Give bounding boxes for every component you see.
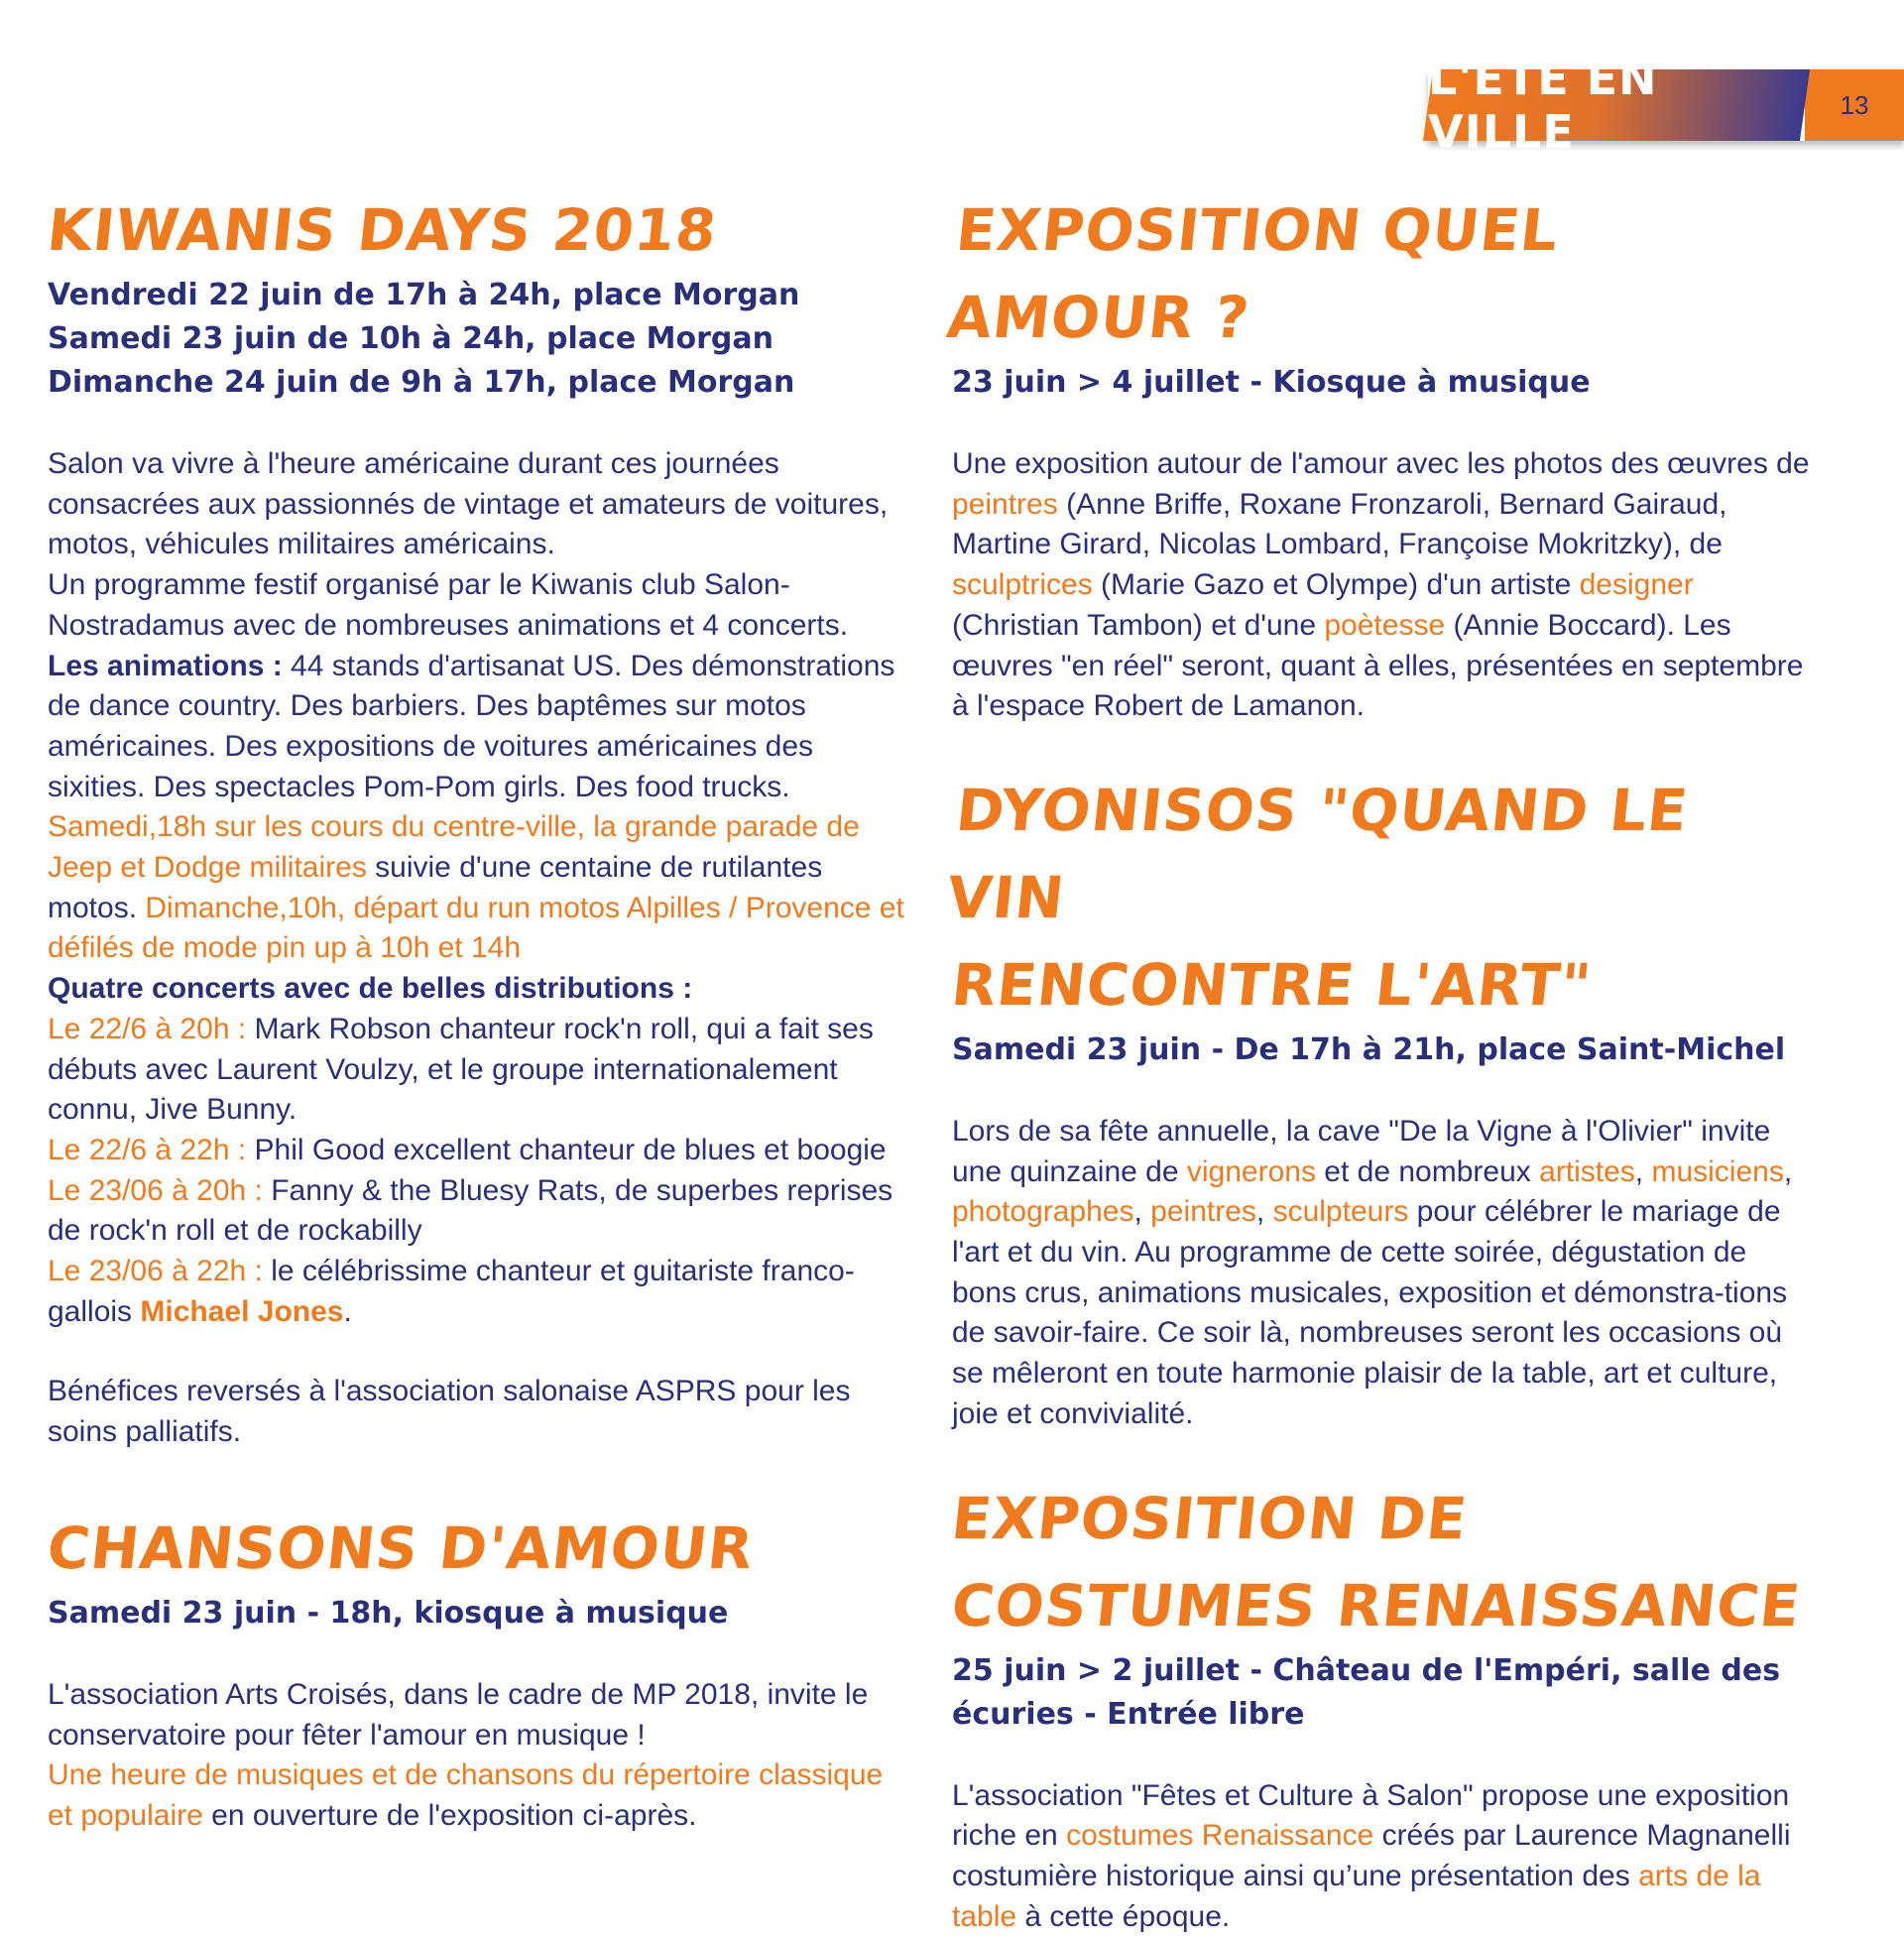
expo-amour-text: Une exposition autour de l'amour avec les photos des œuvres de peintres (Anne Briffe, Roxane Fronzaroli, Bernard Gairaud, Martine Girard, Nicolas Lombard, Françoise Mokritzky), de sculptrices (Marie Gazo et Olympe) d'un artiste designer (Christian Tambon) et d'une poètesse (Annie Boccard). Les œuvres "en réel" seront, quant à elles, présentées en septembre à l'espace Robert de Lamanon. <box>952 447 1810 723</box>
kiwanis-animations: Les animations : 44 stands d'artisanat US. Des démonstrations de dance country. Des barbiers. Des baptêmes sur motos américaines. Des expositions de voitures américaines des sixities. Des spectacles Pom-Pom girls. Des food trucks. <box>48 649 895 803</box>
chansons-text: L'association Arts Croisés, dans le cadre de MP 2018, invite le conservatoire pour fêter l'amour en musique ! <box>48 1677 869 1752</box>
kiwanis-concerts-label: Quatre concerts avec de belles distributions : <box>48 972 693 1006</box>
concert-item: Le 23/06 à 20h : Fanny & the Bluesy Rats, de superbes reprises de rock'n roll et de rockabilly <box>48 1173 893 1248</box>
kiwanis-date-1: Vendredi 22 juin de 17h à 24h, place Morgan <box>48 278 800 312</box>
costumes-date: 25 juin > 2 juillet - Château de l'Empéri, salle des écuries - Entrée libre <box>952 1652 1781 1732</box>
concert-item: Le 23/06 à 22h : le célébrissime chanteur et guitariste franco-gallois Michael Jones. <box>48 1255 855 1328</box>
dyonisos-title-1: DYONISOS "QUAND LE VIN <box>943 776 1692 931</box>
right-column <box>943 186 1815 1937</box>
chansons-title: CHANSONS D'AMOUR <box>44 1513 758 1582</box>
expo-amour-title: EXPOSITION QUEL AMOUR ? <box>943 196 1562 351</box>
left-column <box>44 186 910 1837</box>
page-number: 13 <box>1805 69 1904 141</box>
costumes-text: L'association "Fêtes et Culture à Salon" propose une exposition riche en costumes Renaissance créés par Laurence Magnanelli costumière historique ainsi qu’une présentation des arts de la table à cette époque. <box>952 1778 1791 1933</box>
kiwanis-parade: Samedi,18h sur les cours du centre-ville, la grande parade de Jeep et Dodge militaires suivie d'une centaine de rutilantes motos. Dimanche,10h, départ du run motos Alpilles / Provence et défilés de mode pin up à 10h et 14h <box>48 810 904 965</box>
kiwanis-date-2: Samedi 23 juin de 10h à 24h, place Morgan <box>48 321 774 356</box>
dyonisos-text: Lors de sa fête annuelle, la cave "De la Vigne à l'Olivier" invite une quinzaine de vignerons et de nombreux artistes, musiciens, photographes, peintres, sculpteurs pour célébrer le mariage de l'art et du vin. Au programme de cette soirée, dégustation de bons crus, animations musicales, exposition et démonstra-tions de savoir-faire. Ce soir là, nombreuses seront les occasions où se mêleront en toute harmonie plaisir de la table, art et culture, joie et convivialité. <box>952 1114 1793 1430</box>
costumes-title-2: COSTUMES RENAISSANCE <box>948 1571 1805 1639</box>
concert-item: Le 22/6 à 20h : Mark Robson chanteur rock'n roll, qui a fait ses débuts avec Laurent Voulzy, et le groupe internationalement connu, Jive Bunny. <box>48 1012 874 1127</box>
concert-item: Le 22/6 à 22h : Phil Good excellent chanteur de blues et boogie <box>48 1133 887 1166</box>
dyonisos-date: Samedi 23 juin - De 17h à 21h, place Saint-Michel <box>952 1031 1786 1067</box>
section-header-band <box>1428 52 1904 159</box>
costumes-title-1: EXPOSITION DE <box>948 1484 1472 1552</box>
expo-amour-date: 23 juin > 4 juillet - Kiosque à musique <box>952 365 1591 400</box>
kiwanis-date-3: Dimanche 24 juin de 9h à 17h, place Morgan <box>48 365 795 400</box>
kiwanis-programme: Un programme festif organisé par le Kiwanis club Salon-Nostradamus avec de nombreuses animations et 4 concerts. <box>48 568 849 642</box>
chansons-date: Samedi 23 juin - 18h, kiosque à musique <box>48 1595 729 1631</box>
dyonisos-title-2: RENCONTRE L'ART" <box>948 950 1596 1019</box>
kiwanis-title: KIWANIS DAYS 2018 <box>44 196 721 264</box>
section-title-banner: L'ÉTÉ EN VILLE <box>1423 69 1810 141</box>
chansons-highlight: Une heure de musiques et de chansons du répertoire classique et populaire en ouverture de l'exposition ci-après. <box>48 1758 884 1832</box>
kiwanis-intro: Salon va vivre à l'heure américaine durant ces journées consacrées aux passionnés de vintage et amateurs de voitures, motos, véhicules militaires américains. <box>48 447 889 561</box>
kiwanis-benefices: Bénéfices reversés à l'association salonaise ASPRS pour les soins palliatifs. <box>48 1375 851 1449</box>
